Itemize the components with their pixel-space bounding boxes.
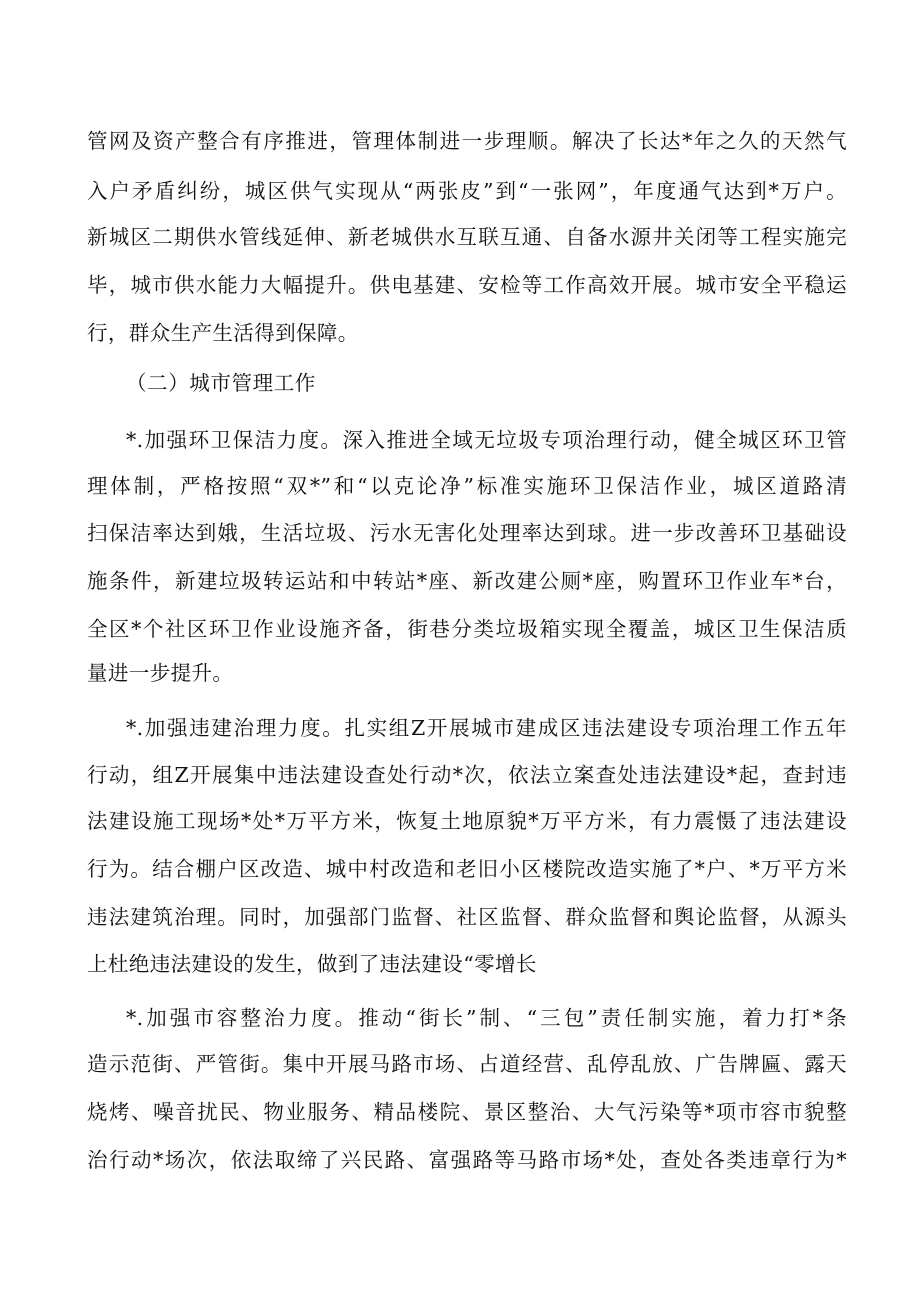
text-line: 烧烤、噪音扰民、物业服务、精品楼院、景区整治、大气污染等*项市容市貌整 xyxy=(87,1100,847,1124)
text-line: 扫保洁率达到娥，生活垃圾、污水无害化处理率达到球。进一步改善环卫基础设 xyxy=(87,521,847,545)
text-line: 行，群众生产生活得到保障。 xyxy=(87,321,359,345)
text-line: 毕，城市供水能力大幅提升。供电基建、安检等工作高效开展。城市安全平稳运 xyxy=(87,273,847,297)
text-line: 行为。结合棚户区改造、城中村改造和老旧小区楼院改造实施了*户、*万平方米 xyxy=(87,857,847,881)
text-line: 入户矛盾纠纷，城区供气实现从“两张皮”到“一张网”，年度通气达到*万户。 xyxy=(87,179,847,203)
text-line: 治行动*场次，依法取缔了兴民路、富强路等马路市场*处，查处各类违章行为* xyxy=(87,1148,847,1172)
text-line: *.加强市容整治力度。推动“街长”制、“三包”责任制实施，着力打*条 xyxy=(126,1006,847,1030)
text-line: 行动，组Z开展集中违法建设查处行动*次，依法立案查处违法建设*起，查封违 xyxy=(87,763,847,787)
text-line: *.加强环卫保洁力度。深入推进全域无垃圾专项治理行动，健全城区环卫管 xyxy=(126,428,847,452)
text-line: 违法建筑治理。同时，加强部门监督、社区监督、群众监督和舆论监督，从源头 xyxy=(87,905,847,929)
text-line: 施条件，新建垃圾转运站和中转站*座、新改建公厕*座，购置环卫作业车*台， xyxy=(87,569,847,593)
text-line: 理体制，严格按照“双*”和“以克论净”标准实施环卫保洁作业，城区道路清 xyxy=(87,474,847,498)
section-heading: （二）城市管理工作 xyxy=(126,371,316,395)
text-line: 法建设施工现场*处*万平方米，恢复土地原貌*万平方米，有力震慑了违法建设 xyxy=(87,809,847,833)
text-line: 全区*个社区环卫作业设施齐备，街巷分类垃圾箱实现全覆盖，城区卫生保洁质 xyxy=(87,617,847,641)
text-line: 新城区二期供水管线延伸、新老城供水互联互通、自备水源井关闭等工程实施完 xyxy=(87,225,847,249)
text-line: 量进一步提升。 xyxy=(87,661,234,685)
text-line: *.加强违建治理力度。扎实组Z开展城市建成区违法建设专项治理工作五年 xyxy=(126,716,847,740)
text-line: 上杜绝违法建设的发生，做到了违法建设“零增长 xyxy=(87,952,537,976)
text-line: 管网及资产整合有序推进，管理体制进一步理顺。解决了长达*年之久的天然气 xyxy=(87,129,847,153)
text-line: 造示范街、严管街。集中开展马路市场、占道经营、乱停乱放、广告牌匾、露天 xyxy=(87,1052,847,1076)
